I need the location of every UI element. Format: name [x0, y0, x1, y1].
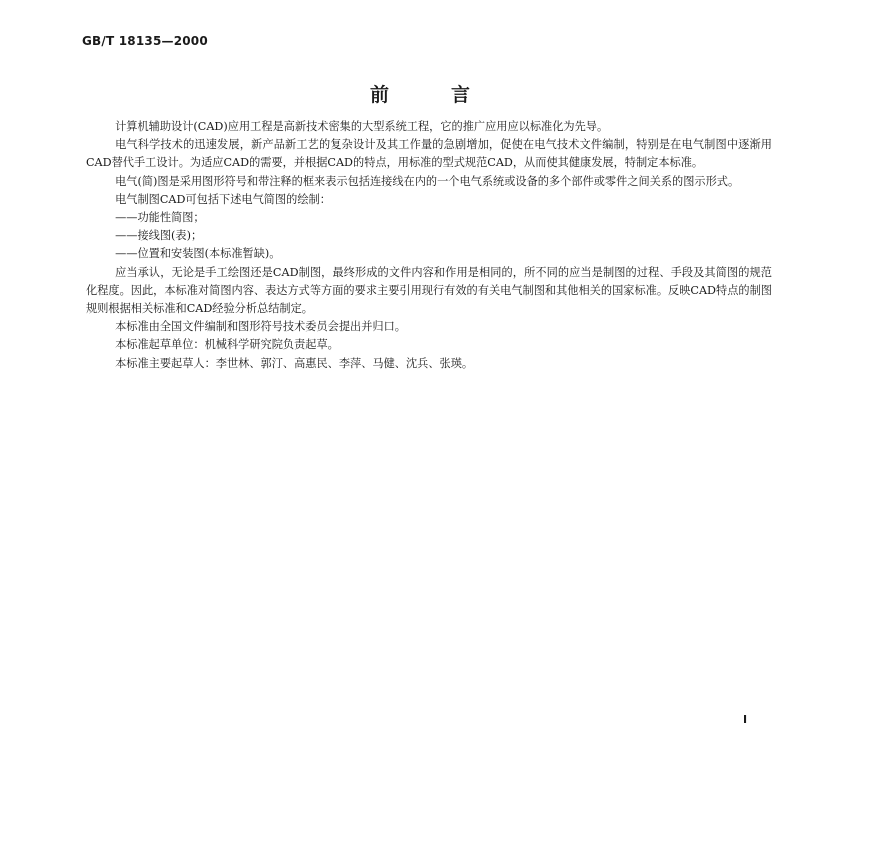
paragraph: 电气科学技术的迅速发展，新产品新工艺的复杂设计及其工作量的急剧增加，促使在电气技术文件编制，特别是在电气制图中逐渐用CAD替代手工设计。为适应CAD的需要，并根据CAD的特点，用标准的型式规范CAD，从而使其健康发展，特制定本标准。 — [86, 138, 772, 170]
paragraph: 应当承认，无论是手工绘图还是CAD制图，最终形成的文件内容和作用是相同的，所不同的应当是制图的过程、手段及其简图的规范化程度。因此，本标准对简图内容、表达方式等方面的要求主要引用现行有效的有关电气制图和其他相关的国家标准。反映CAD特点的制图规则根据相关标准和CAD经验分析总结制定。 — [86, 265, 772, 316]
foreword-body — [86, 118, 772, 373]
standard-code: GB/T 18135—2000 — [82, 34, 208, 48]
paragraph: 本标准由全国文件编制和图形符号技术委员会提出并归口。 — [115, 320, 406, 334]
paragraph: 电气制图CAD可包括下述电气简图的绘制： — [115, 192, 331, 206]
page-title: 前言 — [370, 84, 533, 106]
list-item: ——位置和安装图(本标准暂缺)。 — [115, 247, 281, 261]
list-item: ——接线图(表)； — [115, 229, 203, 243]
page-number: I — [743, 713, 748, 726]
paragraph: 计算机辅助设计(CAD)应用工程是高新技术密集的大型系统工程，它的推广应用应以标准化为先导。 — [115, 120, 609, 133]
list-item: ——功能性简图； — [115, 211, 205, 225]
paragraph: 本标准起草单位：机械科学研究院负责起草。 — [115, 338, 339, 352]
paragraph: 电气(简)图是采用图形符号和带注释的框来表示包括连接线在内的一个电气系统或设备的多个部件或零件之间关系的图示形式。 — [115, 174, 740, 188]
paragraph: 本标准主要起草人：李世林、郭汀、高惠民、李萍、马健、沈兵、张瑛。 — [115, 356, 474, 370]
